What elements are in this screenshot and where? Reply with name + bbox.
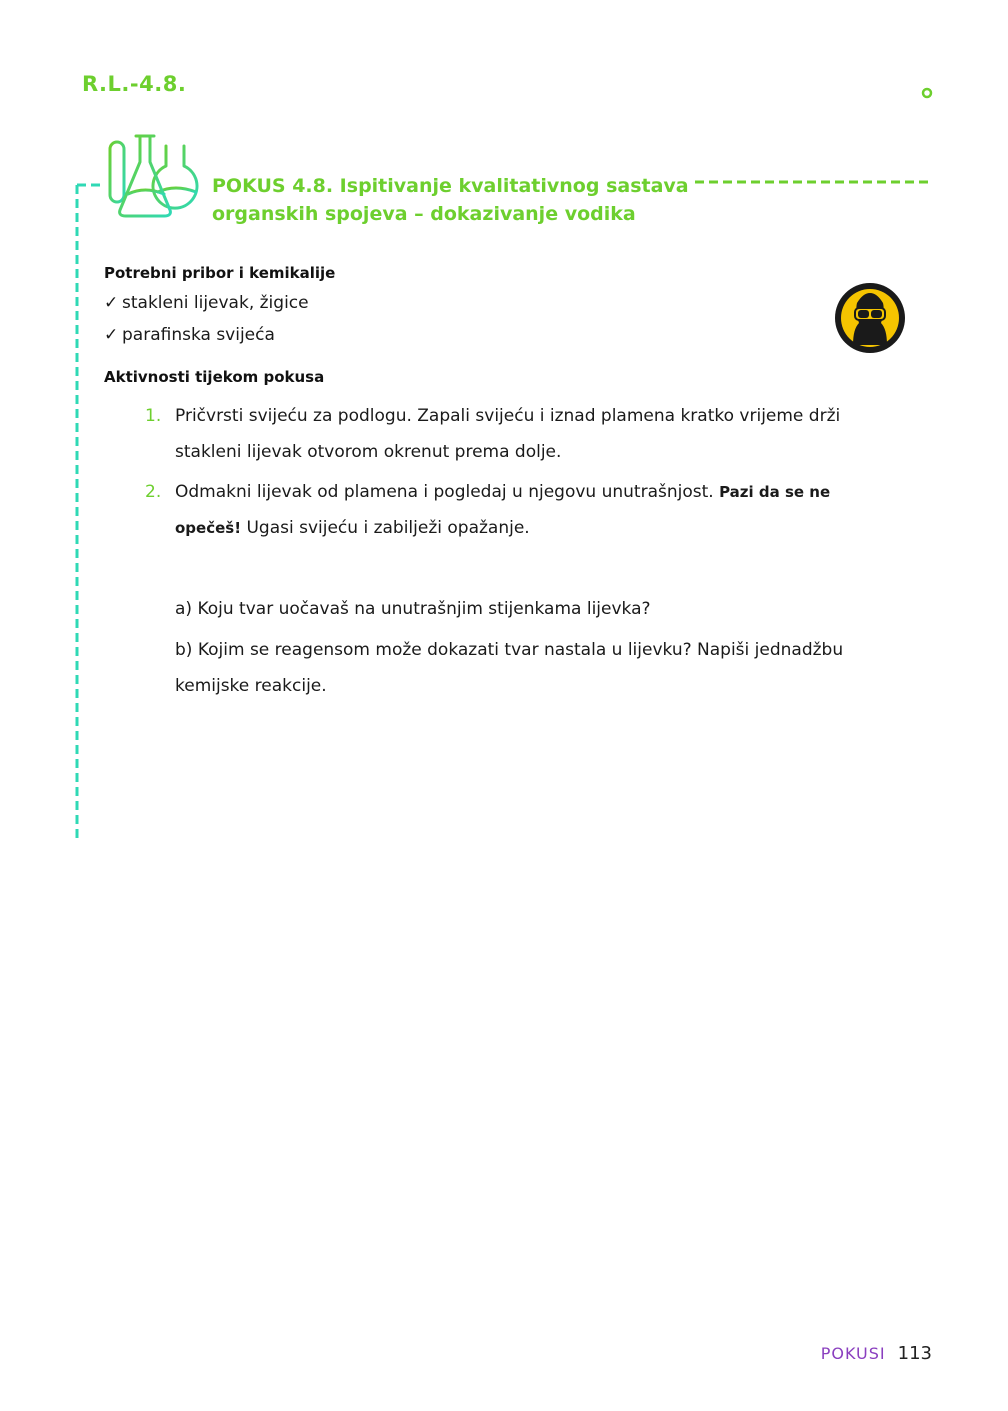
warning-text: Pazi da se ne xyxy=(719,483,831,501)
equipment-item-text: parafinska svijeća xyxy=(122,325,275,345)
lesson-code: R.L.-4.8. xyxy=(82,72,187,96)
page-footer xyxy=(821,1343,932,1364)
step-text: Pričvrsti svijeću za podlogu. Zapali svijeću i iznad plamena kratko vrijeme drži xyxy=(175,406,841,426)
step-number: 1. xyxy=(145,406,162,426)
equipment-item xyxy=(104,325,275,345)
step-number: 2. xyxy=(145,482,162,502)
checkmark-icon: ✓ xyxy=(104,293,119,313)
step-text: stakleni lijevak otvorom okrenut prema dolje. xyxy=(175,442,562,462)
equipment-item xyxy=(104,293,309,313)
checkmark-icon: ✓ xyxy=(104,325,119,345)
question-b-line1: b) Kojim se reagensom može dokazati tvar nastala u lijevku? Napiši jednadžbu xyxy=(175,640,844,660)
question-a: a) Koju tvar uočavaš na unutrašnjim stijenkama lijevka? xyxy=(175,599,651,619)
step-text xyxy=(175,510,885,546)
experiment-title-line1: POKUS 4.8. Ispitivanje kvalitativnog sastava xyxy=(212,175,689,197)
step-2 xyxy=(145,474,885,546)
warning-text: opečeš! xyxy=(175,519,242,537)
equipment-heading: Potrebni pribor i kemikalije xyxy=(104,264,336,282)
experiment-title xyxy=(212,172,692,228)
step-text-part: Ugasi svijeću i zabilježi opažanje. xyxy=(241,518,530,538)
section-label: POKUSI xyxy=(820,1344,886,1363)
step-text xyxy=(175,474,885,510)
step-1 xyxy=(145,398,885,470)
safety-goggles-icon xyxy=(833,281,907,355)
page-number: 113 xyxy=(897,1343,932,1364)
lab-flasks-icon xyxy=(106,132,202,220)
equipment-item-text: stakleni lijevak, žigice xyxy=(122,293,309,313)
step-text-part: Odmakni lijevak od plamena i pogledaj u njegovu unutrašnjost. xyxy=(175,482,720,502)
activities-heading: Aktivnosti tijekom pokusa xyxy=(104,368,325,386)
experiment-title-line2: organskih spojeva – dokazivanje vodika xyxy=(212,203,636,225)
question-b-line2: kemijske reakcije. xyxy=(175,676,327,696)
